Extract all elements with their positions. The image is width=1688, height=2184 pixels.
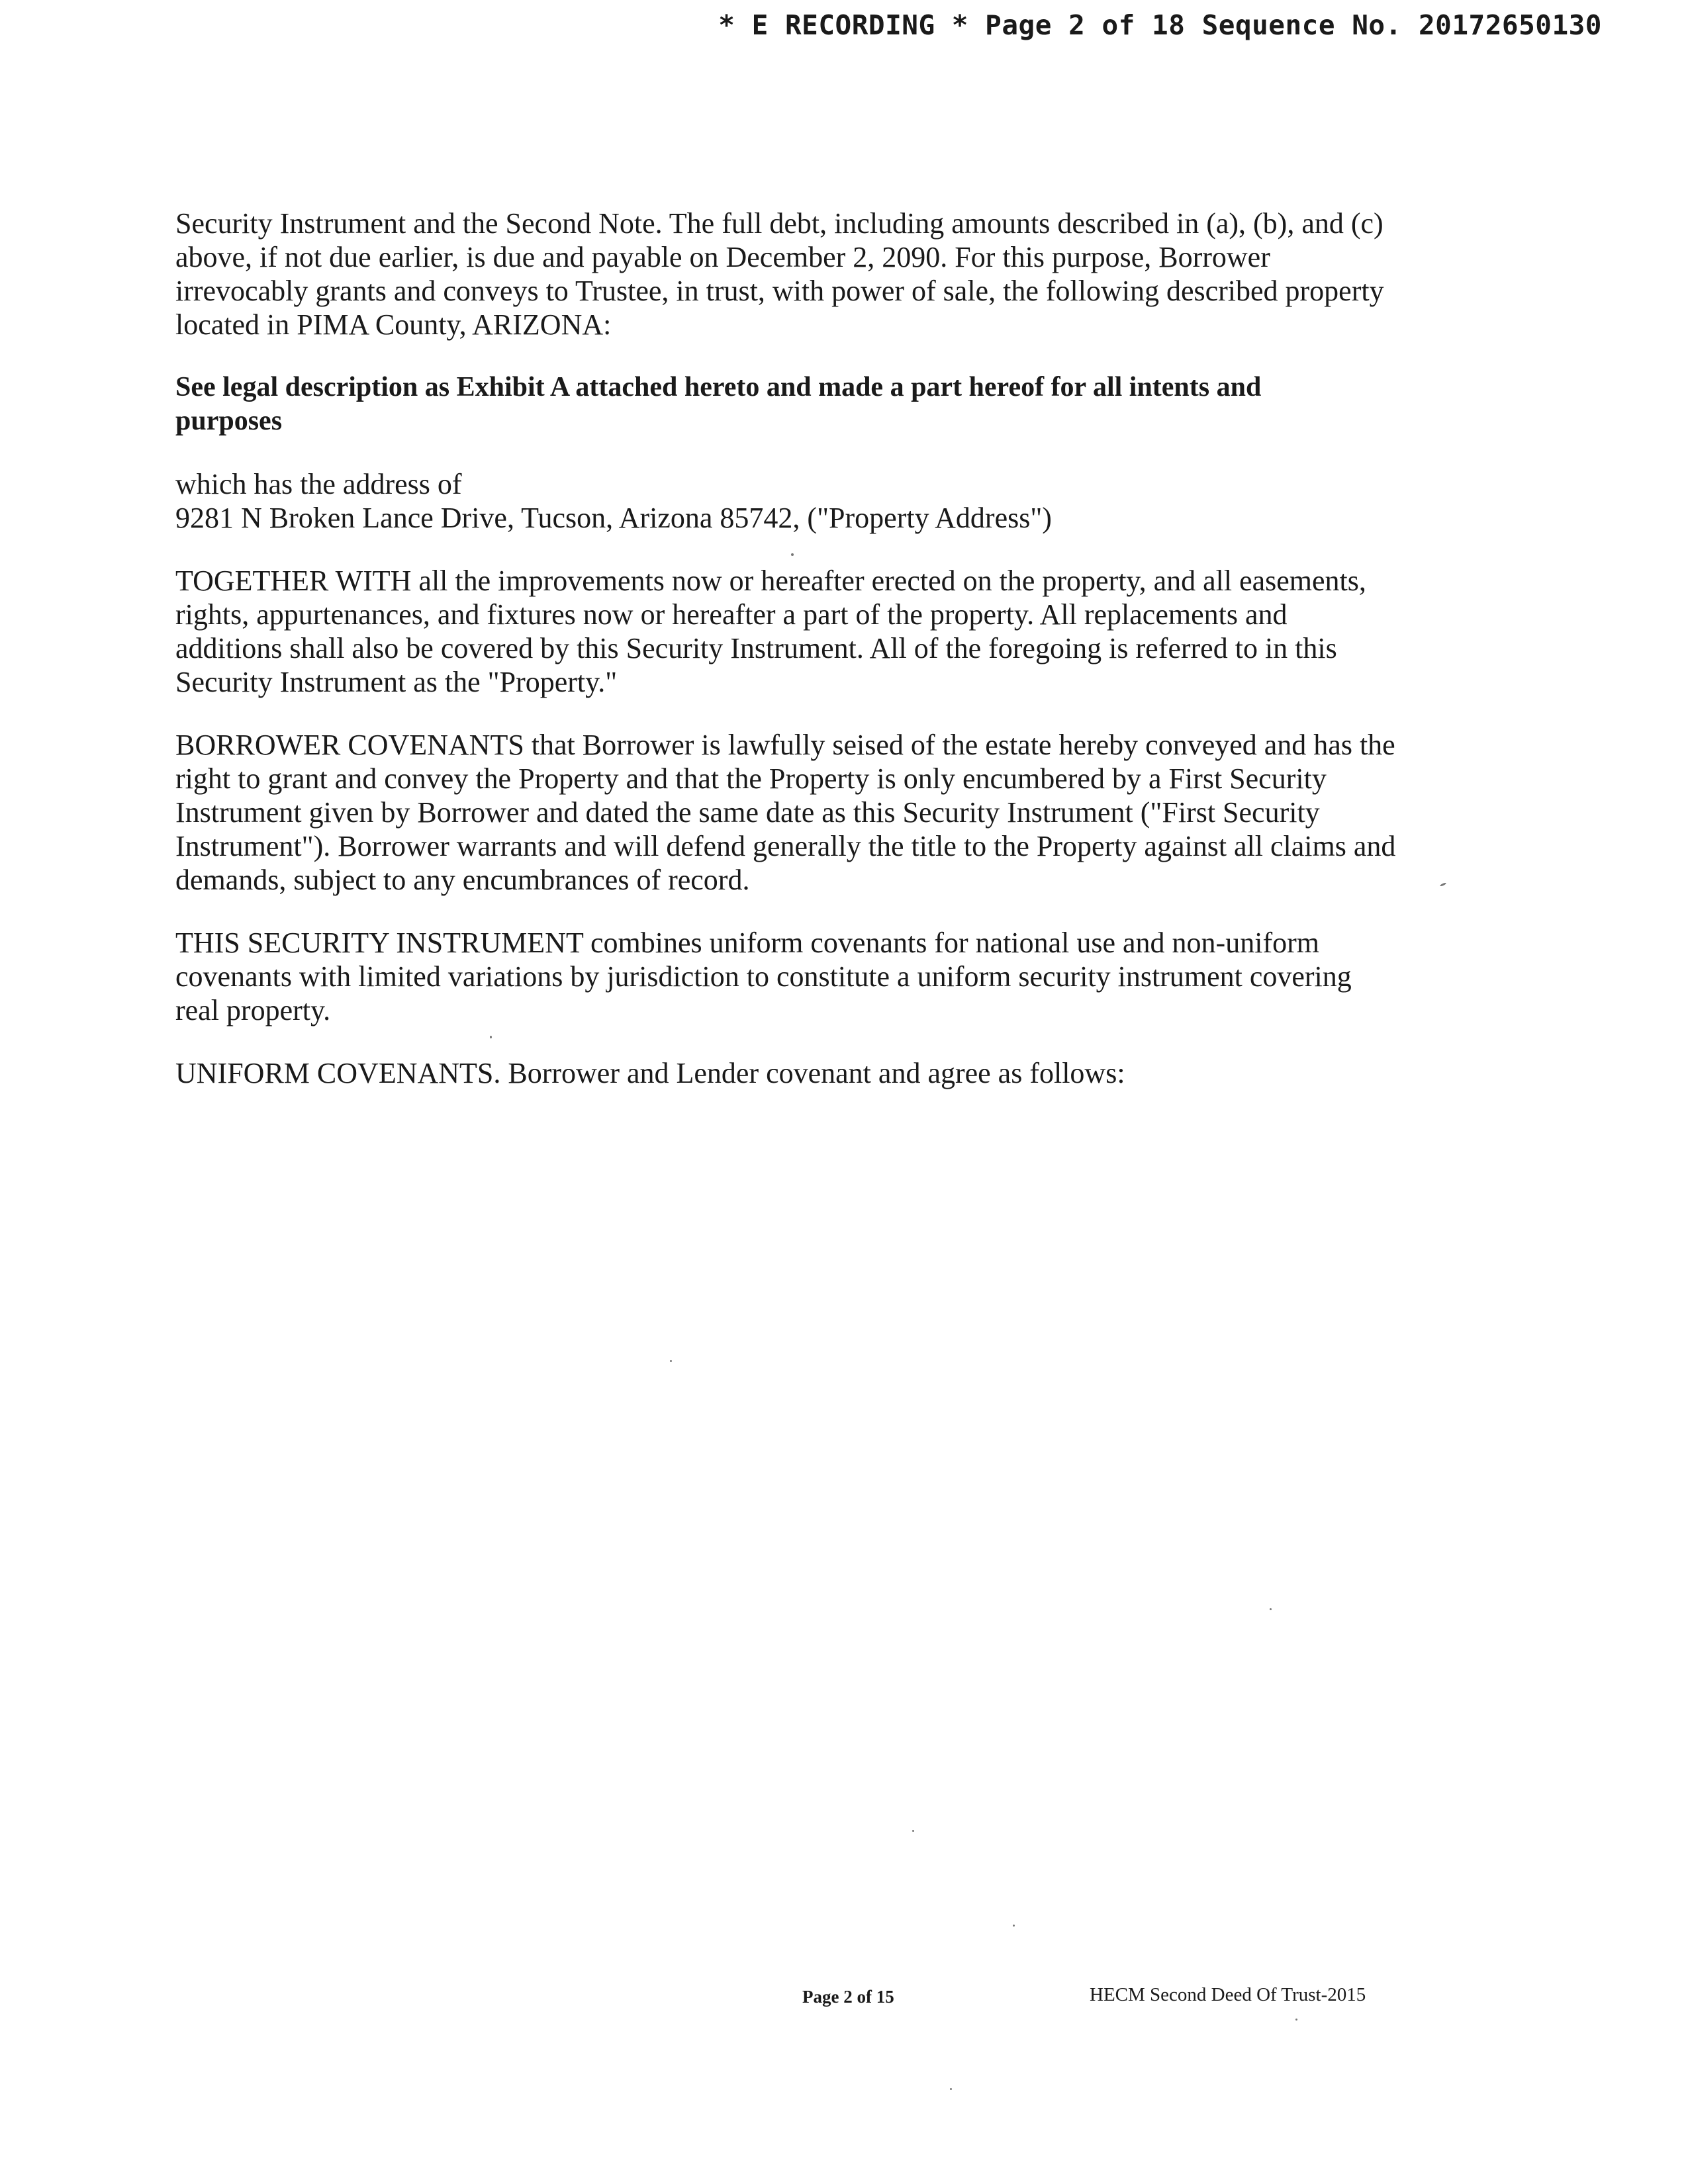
scan-speck: [490, 1036, 492, 1038]
scan-speck: [670, 1360, 672, 1362]
text-line: additions shall also be covered by this Security Instrument. All of the foregoing is referred to in this: [175, 632, 1337, 664]
paragraph-property-address: [175, 467, 1420, 535]
paragraph-security-instrument: [175, 926, 1420, 1027]
scan-speck: [1440, 882, 1446, 887]
recording-header: * E RECORDING * Page 2 of 18 Sequence No. 20172650130: [718, 9, 1602, 41]
text-line: Security Instrument and the Second Note. The full debt, including amounts described in (a), (b), and (c): [175, 207, 1383, 240]
scan-speck: [1295, 2019, 1297, 2021]
text-line: demands, subject to any encumbrances of record.: [175, 864, 750, 896]
text-line: UNIFORM COVENANTS. Borrower and Lender covenant and agree as follows:: [175, 1057, 1125, 1089]
footer-page-number: Page 2 of 15: [802, 1987, 894, 2007]
scan-speck: [912, 1830, 914, 1832]
text-line: Instrument"). Borrower warrants and will defend generally the title to the Property against all claims and: [175, 830, 1396, 862]
text-line: See legal description as Exhibit A attached hereto and made a part hereof for all intents and: [175, 372, 1262, 402]
text-line: real property.: [175, 994, 331, 1026]
scan-speck: [950, 2088, 952, 2090]
text-line: irrevocably grants and conveys to Trustee, in trust, with power of sale, the following described property: [175, 275, 1384, 307]
paragraph-uniform-covenants: [175, 1056, 1420, 1090]
text-line: Instrument given by Borrower and dated the same date as this Security Instrument ("First Security: [175, 796, 1320, 829]
text-line: 9281 N Broken Lance Drive, Tucson, Arizona 85742, ("Property Address"): [175, 502, 1052, 534]
text-line: covenants with limited variations by jurisdiction to constitute a uniform security instrument covering: [175, 960, 1352, 993]
scan-speck: [1013, 1925, 1015, 1927]
paragraph-borrower-covenants: [175, 728, 1420, 897]
text-line: which has the address of: [175, 468, 462, 500]
paragraph-debt-terms: [175, 206, 1420, 341]
text-line: located in PIMA County, ARIZONA:: [175, 308, 612, 341]
text-line: Security Instrument as the "Property.": [175, 666, 618, 698]
text-line: right to grant and convey the Property and that the Property is only encumbered by a First Security: [175, 762, 1327, 795]
document-body: [175, 206, 1420, 1090]
text-line: BORROWER COVENANTS that Borrower is lawfully seised of the estate hereby conveyed and has the: [175, 729, 1395, 761]
text-line: above, if not due earlier, is due and payable on December 2, 2090. For this purpose, Borrower: [175, 241, 1270, 273]
footer-form-name: HECM Second Deed Of Trust-2015: [1090, 1984, 1366, 2005]
text-line: purposes: [175, 406, 283, 436]
paragraph-together-with: [175, 564, 1420, 699]
text-line: THIS SECURITY INSTRUMENT combines uniform covenants for national use and non-uniform: [175, 927, 1319, 959]
scan-speck: [791, 553, 794, 556]
text-line: TOGETHER WITH all the improvements now or hereafter erected on the property, and all easements,: [175, 565, 1366, 597]
text-line: rights, appurtenances, and fixtures now or hereafter a part of the property. All replacements and: [175, 598, 1288, 631]
paragraph-legal-description: [175, 371, 1420, 438]
scan-speck: [1270, 1608, 1272, 1610]
